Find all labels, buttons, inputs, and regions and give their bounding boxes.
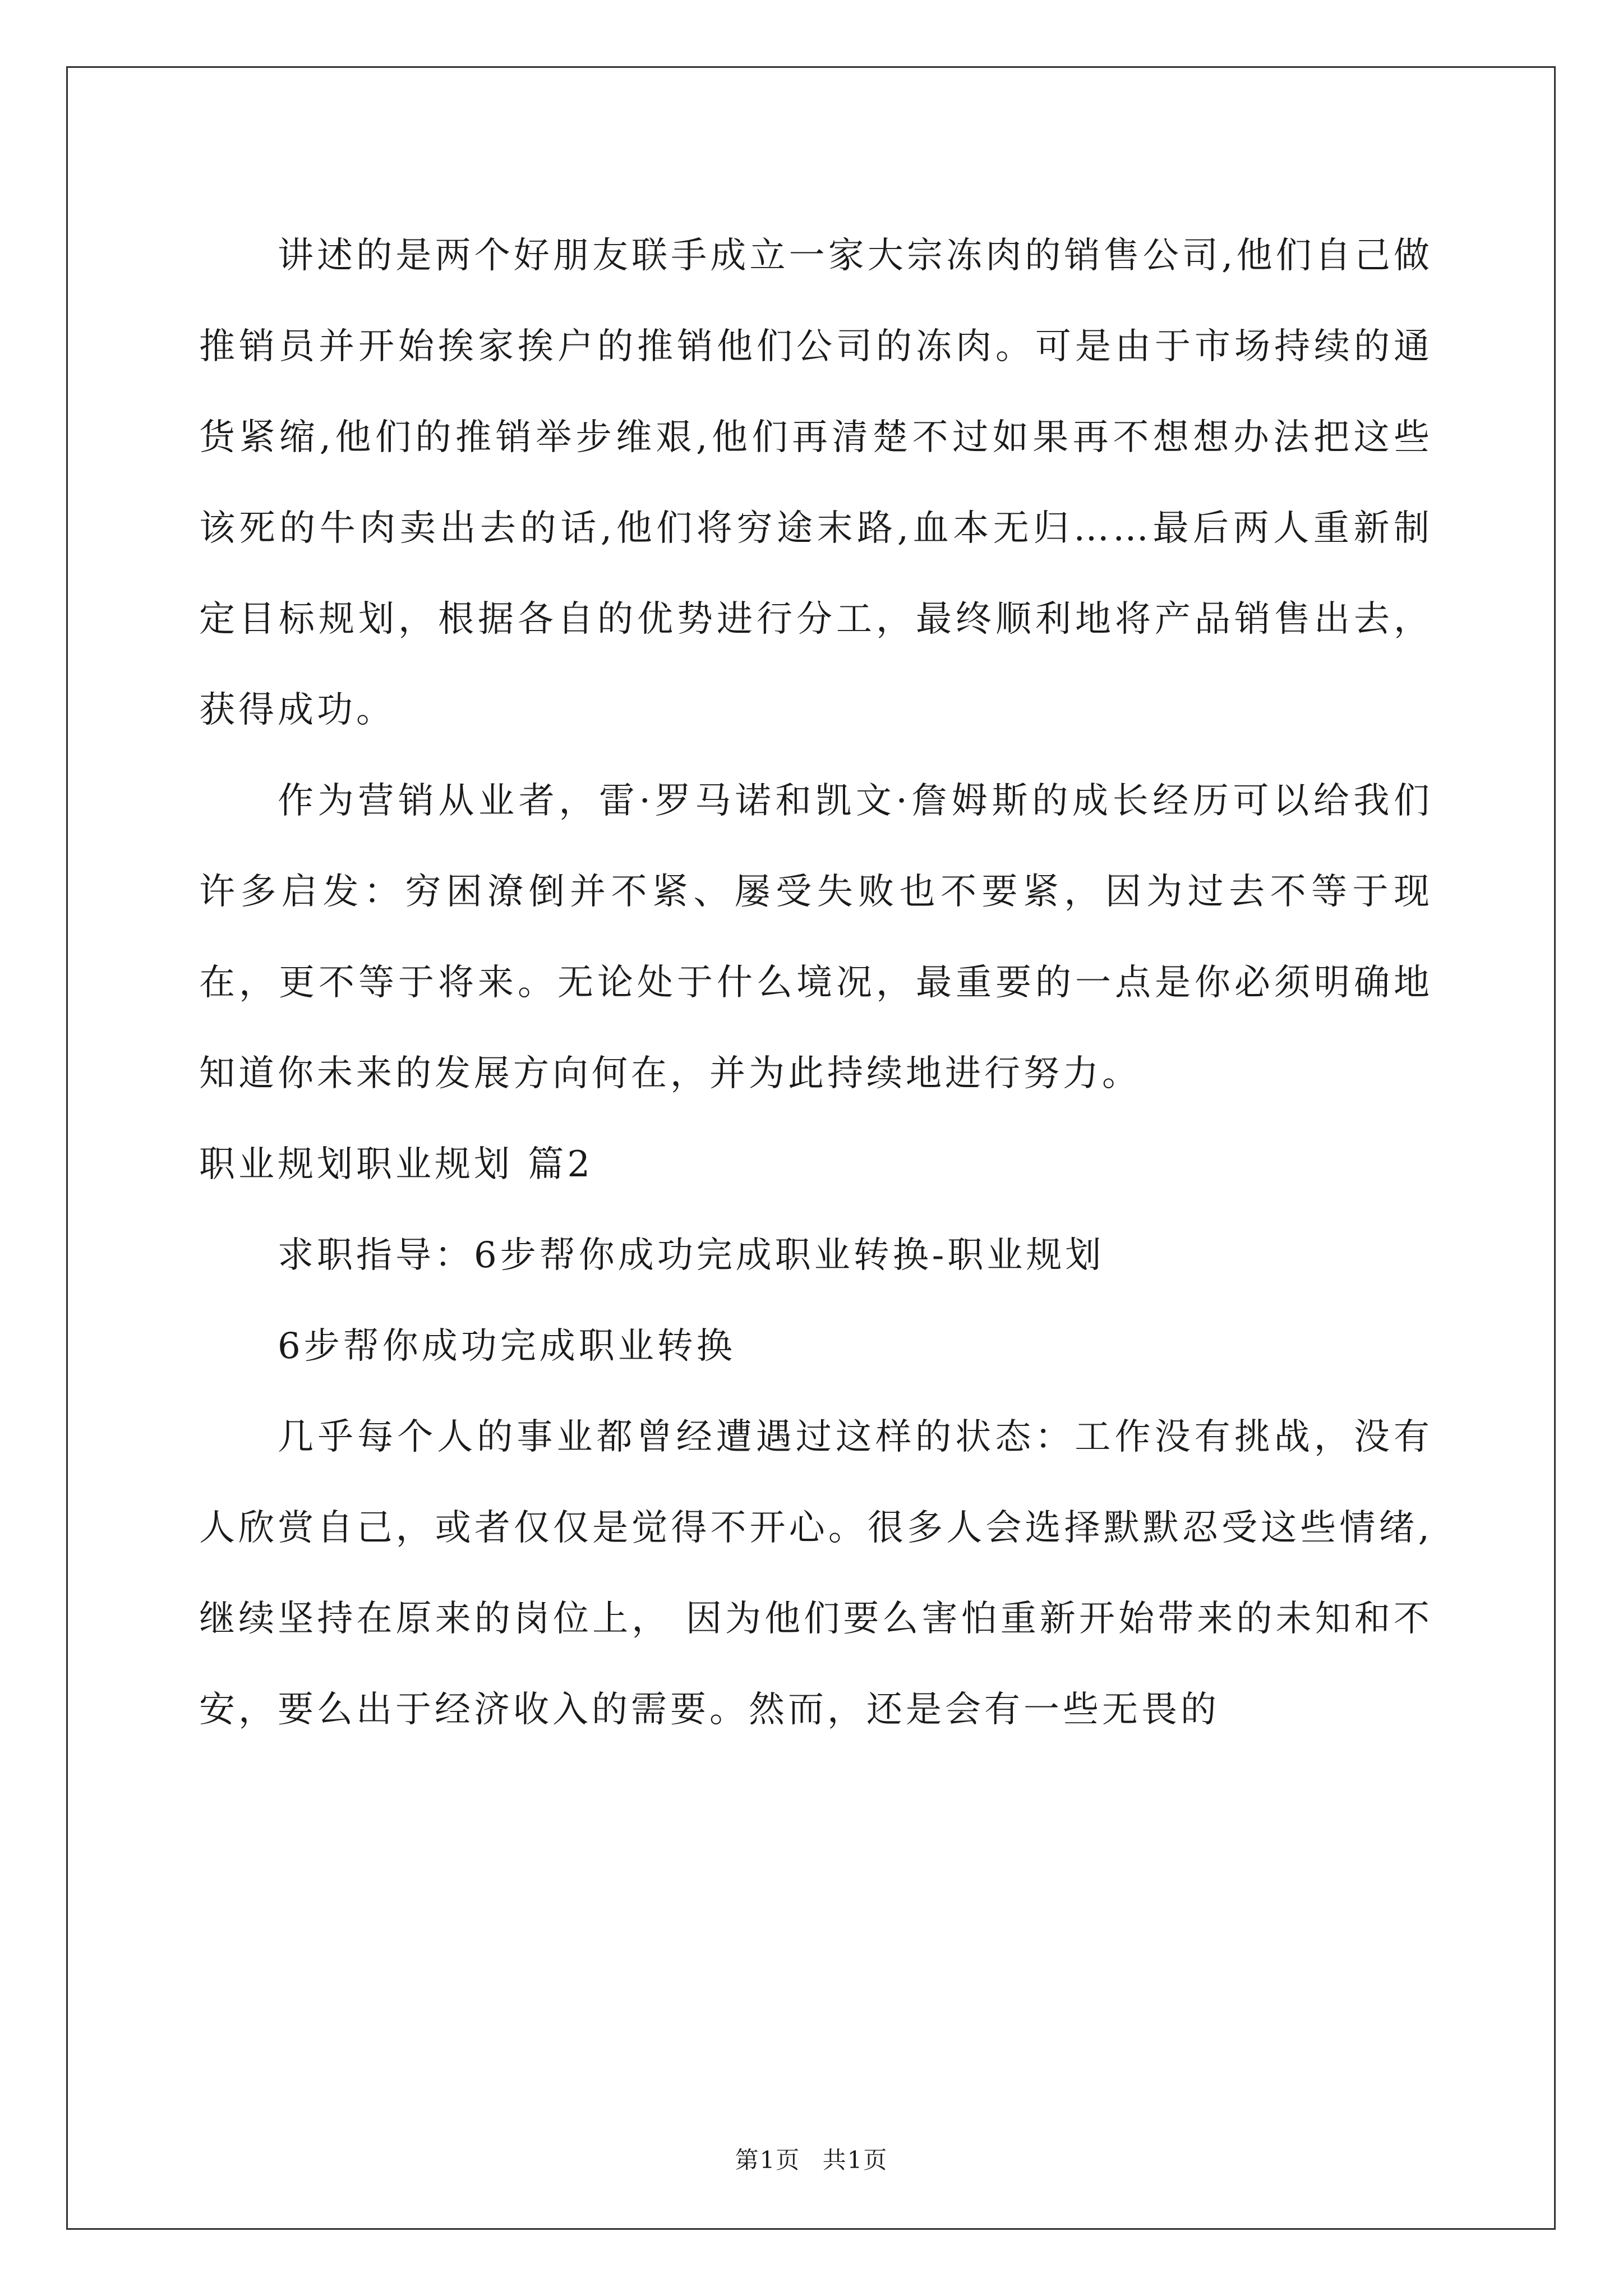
paragraph-1: 讲述的是两个好朋友联手成立一家大宗冻肉的销售公司,他们自己做推销员并开始挨家挨户的推销他们公司的冻肉。可是由于市场持续的通货紧缩,他们的推销举步维艰,他们再清楚不过如果再不想想办法把这些该死的牛肉卖出去的话,他们将穷途末路,血本无归……最后两人重新制定目标规划，根据各自的优势进行分工，最终顺利地将产品销售出去，获得成功。 [199,235,1433,731]
page-footer [0,2142,1623,2175]
paragraph-subtitle: 求职指导：6步帮你成功完成职业转换-职业规划 [278,1235,1105,1276]
page-number-current: 第1页 [735,2146,801,2174]
paragraph-3: 几乎每个人的事业都曾经遭遇过这样的状态：工作没有挑战，没有人欣赏自己，或者仅仅是觉得不开心。很多人会选择默默忍受这些情绪,继续坚持在原来的岗位上， 因为他们要么害怕重新开始带来的未知和不安，要么出于经济收入的需要。然而，还是会有一些无畏的 [199,1416,1433,1731]
paragraph-title-line: 6步帮你成功完成职业转换 [278,1326,736,1367]
paragraph-2: 作为营销从业者，雷·罗马诺和凯文·詹姆斯的成长经历可以给我们许多启发：穷困潦倒并不紧、屡受失败也不要紧，因为过去不等于现在，更不等于将来。无论处于什么境况，最重要的一点是你必须明确地知道你未来的发展方向何在，并为此持续地进行努力。 [199,780,1433,1094]
page-number-total: 共1页 [822,2146,888,2174]
document-body [199,210,1433,1755]
section-heading: 职业规划职业规划 篇2 [199,1144,594,1185]
